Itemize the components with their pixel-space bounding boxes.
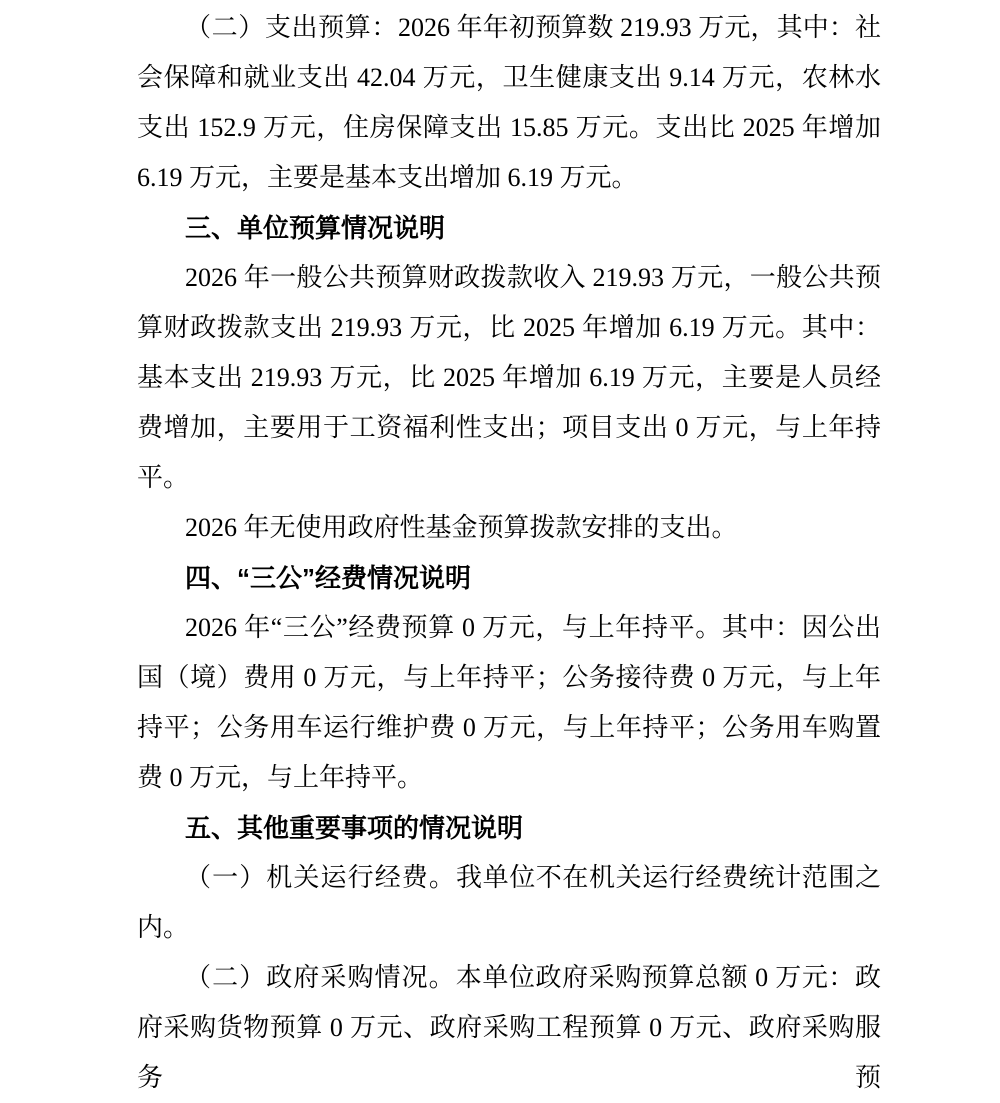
paragraph-expense-budget bbox=[137, 3, 881, 203]
paragraph-government-fund: 2026 年无使用政府性基金预算拨款安排的支出。 bbox=[185, 513, 738, 542]
paragraph-lead-procurement: （二）政府采购情况。 bbox=[185, 963, 456, 992]
paragraph-unit-budget: 2026 年一般公共预算财政拨款收入 219.93 万元，一般公共预算财政拨款支出 219.93 万元，比 2025 年增加 6.19 万元。其中：基本支出 219.93 万元，比 2025 年增加 6.19 万元，主要是人员经费增加，主要用于工资福利性支出；项目支出 0 万元，与上年持平。 bbox=[137, 263, 881, 492]
paragraph-procurement bbox=[137, 953, 881, 1103]
paragraph-lead-operating-expense: （一）机关运行经费。 bbox=[185, 863, 456, 892]
paragraph-text-procurement: 本单位政府采购预算总额 0 万元：政府采购货物预算 0 万元、政府采购工程预算 0 万元、政府采购服务预 bbox=[137, 963, 881, 1092]
heading-section-three: 三、单位预算情况说明 bbox=[185, 213, 446, 243]
paragraph-lead-expense-budget: （二）支出预算： bbox=[185, 13, 399, 42]
paragraph-text-expense-budget: 2026 年年初预算数 219.93 万元，其中：社会保障和就业支出 42.04 万元，卫生健康支出 9.14 万元，农林水支出 152.9 万元，住房保障支出 15.85 万元。支出比 2025 年增加 6.19 万元，主要是基本支出增加 6.19 万元。 bbox=[137, 13, 881, 192]
paragraph-text-operating-expense: 我单位不在机关运行经费统计范围之内。 bbox=[137, 863, 881, 942]
heading-section-four: 四、“三公”经费情况说明 bbox=[185, 563, 472, 593]
paragraph-sangong-expense: 2026 年“三公”经费预算 0 万元，与上年持平。其中：因公出国（境）费用 0 万元，与上年持平；公务接待费 0 万元，与上年持平；公务用车运行维护费 0 万元，与上年持平；公务用车购置费 0 万元，与上年持平。 bbox=[137, 613, 881, 792]
heading-section-five: 五、其他重要事项的情况说明 bbox=[185, 813, 524, 843]
paragraph-operating-expense bbox=[137, 853, 881, 953]
